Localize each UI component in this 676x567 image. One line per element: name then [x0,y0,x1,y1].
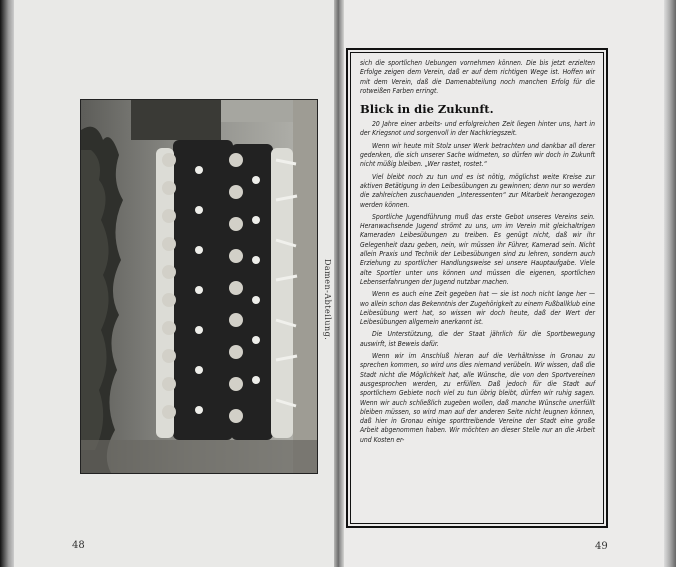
page-number-left: 48 [72,540,85,551]
body-paragraph: Wenn wir heute mit Stolz unser Werk betrachten und dankbar all derer gedenken, die sich unserer Sache widmeten, so dürfen wir doch in Zukunft nicht müßig bleiben. „Wer rastet, rostet.“ [360,141,595,169]
body-paragraph: 20 Jahre einer arbeits- und erfolgreichen Zeit liegen hinter uns, hart in der Kriegsnot und sorgenvoll in der Nachkriegszeit. [360,120,595,138]
body-paragraph: Wenn wir im Anschluß hieran auf die Verhältnisse in Gronau zu sprechen kommen, so wird uns dies niemand verübeln. Wir wissen, daß die Stadt nicht die Möglichkeit hat, alle Wünsche, die von den Sportvereinen ausgesprochen werden, zu erfüllen. Daß jedoch für die Stadt auf sportlichem Gebiete noch viel zu tun übrig bleibt, dürfen wir ruhig sagen. Wenn wir auch schließlich zugeben wollen, daß manche Wünsche unerfüllt bleiben müssen, so wird man auf der anderen Seite nicht leugnen können, daß hier in Gronau einige sporttreibende Vereine der Stadt eine große Arbeit abgenommen haben. Wir möchten an dieser Stelle nur an die Arbeit und Kosten er- [360,352,595,444]
body-paragraph: Die Unterstützung, die der Staat jährlich für die Sportbewegung auswirft, ist Beweis dafür. [360,330,595,348]
text-frame [346,48,608,528]
team-photograph [80,99,318,474]
right-page-edge [664,0,676,567]
body-paragraph: Sportliche Jugendführung muß das erste Gebot unseres Vereins sein. Heranwachsende Jugend strömt zu uns, um im Verein mit gleichaltrigen Kameraden Leibesübungen zu treiben. Es genügt nicht, daß wir ihr Gelegenheit dazu geben, nein, wir müssen ihr Führer, Kamerad sein. Nicht allein Praxis und Technik der Leibesübungen sind zu lehren, sondern auch Erziehung zu sportlicher Handlungsweise sei unsere Hauptaufgabe. Viele alte Sportler unter uns können und müssen die eigenen, sportlichen Lebenserfahrungen der Jugend nutzbar machen. [360,212,595,286]
section-heading: Blick in die Zukunft. [360,102,494,117]
text-frame-inner [350,52,604,524]
page-number-right: 49 [595,541,608,552]
left-page-edge [0,0,14,567]
photo-caption: Damen-Abteilung. [323,259,332,341]
intro-paragraph: sich die sportlichen Uebungen vornehmen können. Die bis jetzt erzielten Erfolge zeigen dem Verein, daß er auf dem richtigen Wege ist. Hoffen wir mit dem Verein, daß die Damenabteilung noch manchen Erfolg für die rotweißen Farben erringt. [360,59,595,95]
body-paragraph: Wenn es auch eine Zeit gegeben hat — sie ist noch nicht lange her — wo allein schon das Bekenntnis der Zugehörigkeit zu einem Fußballklub eine Leibesübung wert hat, so wissen wir doch heute, daß der Wert der Leibesübungen allgemein anerkannt ist. [360,290,595,327]
body-paragraph: Viel bleibt noch zu tun und es ist nötig, möglichst weite Kreise zur aktiven Betätigung in den Leibesübungen zu gewinnen; denn nur so werden die zahlreichen zuschauenden „Interessenten“ zur Mitarbeit herangezogen werden können. [360,172,595,209]
